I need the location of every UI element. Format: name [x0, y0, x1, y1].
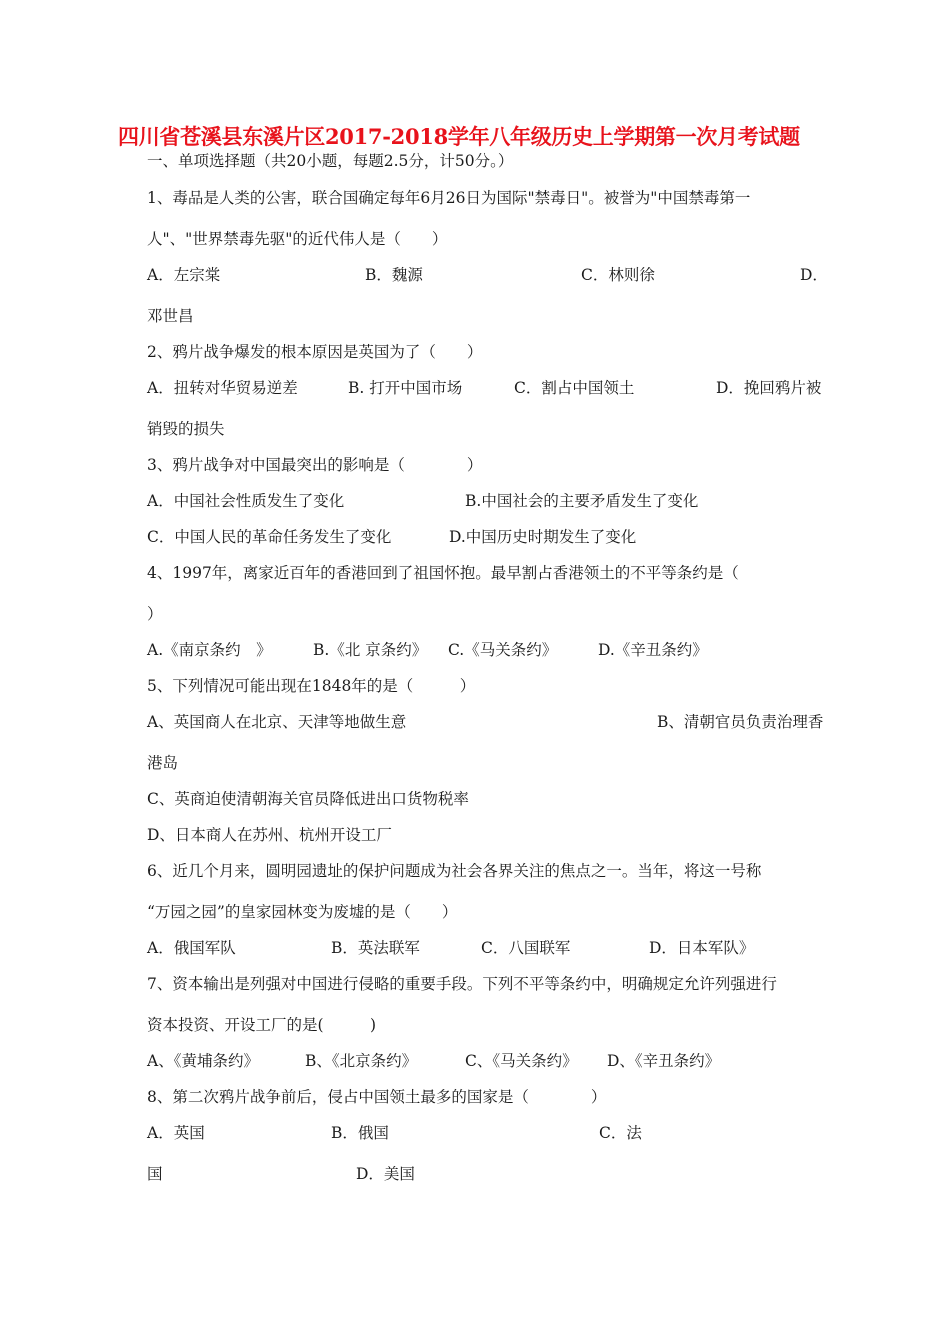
q3-option-c: C．中国人民的革命任务发生了变化	[147, 528, 392, 546]
question-2-stem: 2、鸦片战争爆发的根本原因是英国为了（ ）	[147, 343, 483, 361]
q2-option-b: B. 打开中国市场	[348, 379, 463, 397]
q3-option-a: A．中国社会性质发生了变化	[147, 492, 345, 510]
q5-option-b-cont: 港岛	[147, 754, 179, 772]
q1-option-d: D．	[800, 266, 828, 284]
q3-option-d: D.中国历史时期发生了变化	[449, 528, 637, 546]
q8-option-d: D．美国	[356, 1165, 415, 1183]
q7-option-b: B、《北京条约》	[305, 1052, 418, 1070]
q4-option-a: A.《南京条约 》	[147, 641, 272, 659]
q6-option-b: B．英法联军	[331, 939, 420, 957]
q7-option-d: D、《辛丑条约》	[607, 1052, 721, 1070]
question-6-stem-line2: “万园之园”的皇家园林变为废墟的是（ ）	[147, 903, 458, 921]
question-3-stem: 3、鸦片战争对中国最突出的影响是（ ）	[147, 456, 483, 474]
q7-option-c: C、《马关条约》	[465, 1052, 578, 1070]
question-1-stem-line2: 人"、"世界禁毒先驱"的近代伟人是（ ）	[147, 230, 448, 248]
question-1-stem-line1: 1、毒品是人类的公害，联合国确定每年6月26日为国际"禁毒日"。被誉为"中国禁毒第一	[147, 189, 751, 207]
exam-title: 四川省苍溪县东溪片区2017-2018学年八年级历史上学期第一次月考试题	[118, 124, 800, 149]
section-heading: 一、单项选择题（共20小题，每题2.5分，计50分。）	[147, 152, 514, 170]
q1-option-b: B．魏源	[365, 266, 423, 284]
q1-option-d-cont: 邓世昌	[147, 307, 194, 325]
q2-option-c: C．割占中国领土	[514, 379, 635, 397]
q8-option-b: B．俄国	[331, 1124, 389, 1142]
question-7-stem-line1: 7、资本输出是列强对中国进行侵略的重要手段。下列不平等条约中，明确规定允许列强进行	[147, 975, 777, 993]
q2-option-d-cont: 销毁的损失	[147, 420, 225, 438]
q6-option-c: C．八国联军	[481, 939, 571, 957]
question-5-stem: 5、下列情况可能出现在1848年的是（ ）	[147, 677, 476, 695]
q5-option-a: A、英国商人在北京、天津等地做生意	[147, 713, 407, 731]
q2-option-d: D．挽回鸦片被	[716, 379, 822, 397]
q5-option-b: B、清朝官员负责治理香	[657, 713, 824, 731]
q5-option-d: D、日本商人在苏州、杭州开设工厂	[147, 826, 392, 844]
q5-option-c: C、英商迫使清朝海关官员降低进出口货物税率	[147, 790, 469, 808]
question-6-stem-line1: 6、近几个月来，圆明园遗址的保护问题成为社会各界关注的焦点之一。当年，将这一号称	[147, 862, 762, 880]
q8-option-a: A．英国	[147, 1124, 205, 1142]
q6-option-d: D．日本军队》	[649, 939, 755, 957]
q4-option-b: B.《北 京条约》	[313, 641, 428, 659]
q8-option-c: C．法	[599, 1124, 642, 1142]
q2-option-a: A．扭转对华贸易逆差	[147, 379, 298, 397]
q1-option-a: A．左宗棠	[147, 266, 221, 284]
question-4-stem-line1: 4、1997年，离家近百年的香港回到了祖国怀抱。最早割占香港领土的不平等条约是（	[147, 564, 739, 582]
question-4-stem-line2: ）	[147, 605, 163, 623]
question-8-stem: 8、第二次鸦片战争前后，侵占中国领土最多的国家是（ ）	[147, 1088, 607, 1106]
q7-option-a: A、《黄埔条约》	[147, 1052, 259, 1070]
q6-option-a: A．俄国军队	[147, 939, 236, 957]
q8-option-c-cont: 国	[147, 1165, 163, 1183]
question-7-stem-line2: 资本投资、开设工厂的是( )	[147, 1016, 377, 1034]
q4-option-d: D.《辛丑条约》	[598, 641, 708, 659]
q4-option-c: C.《马关条约》	[448, 641, 558, 659]
q1-option-c: C．林则徐	[581, 266, 655, 284]
q3-option-b: B.中国社会的主要矛盾发生了变化	[465, 492, 699, 510]
